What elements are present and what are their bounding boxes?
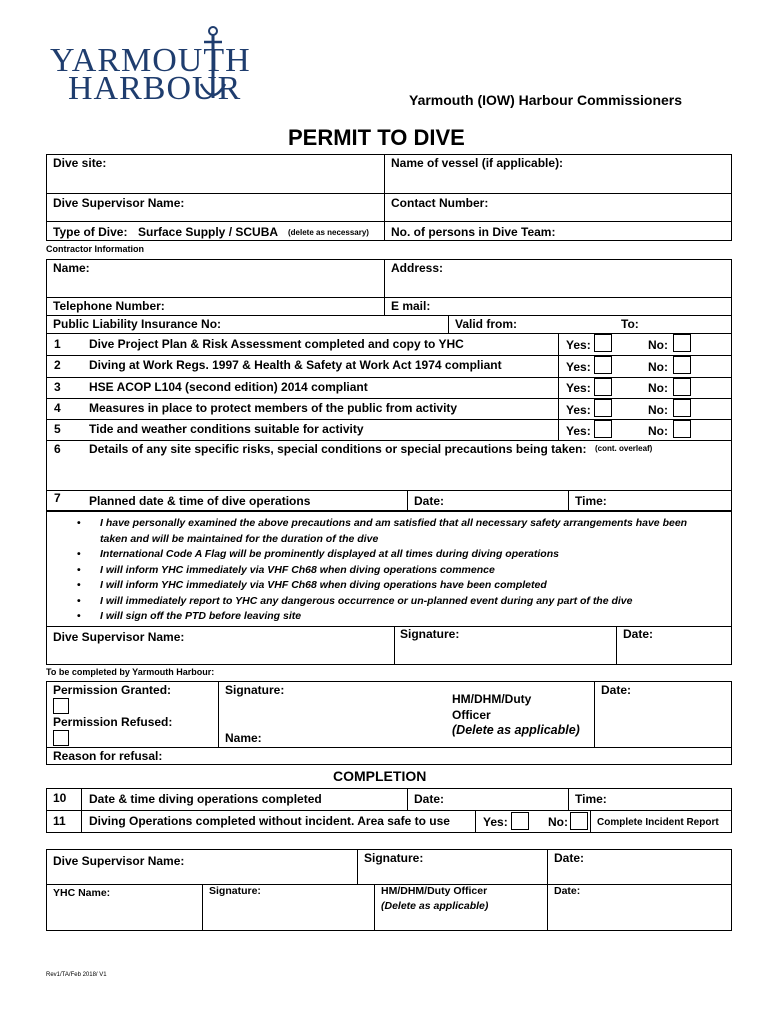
telephone-field[interactable]: Telephone Number:	[53, 299, 165, 313]
item-text: Diving at Work Regs. 1997 & Health & Safety at Work Act 1974 compliant	[89, 358, 502, 372]
supervisor-signature-field[interactable]: Signature:	[400, 627, 460, 641]
completed-time-field[interactable]: Time:	[575, 792, 607, 806]
item-number: 5	[54, 422, 61, 436]
final-supervisor-field[interactable]: Dive Supervisor Name:	[53, 854, 185, 868]
no-label: No:	[648, 360, 668, 374]
contact-number-field[interactable]: Contact Number:	[391, 196, 489, 210]
cont-overleaf-note: (cont. overleaf)	[595, 444, 653, 453]
yhc-officer-note: (Delete as applicable)	[381, 900, 489, 912]
area-safe-no-label: No:	[548, 815, 568, 829]
harbour-signature-field[interactable]: Signature:	[225, 683, 285, 697]
yhc-name-field[interactable]: YHC Name:	[53, 887, 111, 899]
permission-refused-label: Permission Refused:	[53, 715, 173, 729]
yes-label: Yes:	[566, 381, 591, 395]
email-field[interactable]: E mail:	[391, 299, 431, 313]
harbour-heading: To be completed by Yarmouth Harbour:	[46, 667, 215, 677]
no-label: No:	[648, 424, 668, 438]
declaration-item: • I will inform YHC immediately via VHF Ch68 when diving operations have been completed	[77, 579, 547, 591]
final-signature-field[interactable]: Signature:	[364, 851, 424, 865]
supervisor-date-field[interactable]: Date:	[623, 627, 654, 641]
dive-site-field[interactable]: Dive site:	[53, 156, 107, 170]
yes-checkbox[interactable]	[594, 378, 612, 396]
item-text: HSE ACOP L104 (second edition) 2014 compliant	[89, 380, 368, 394]
area-safe-yes-checkbox[interactable]	[511, 812, 529, 830]
item-10-number: 10	[53, 791, 67, 805]
declaration-item: • I have personally examined the above precautions and am satisfied that all necessary safety arrangements have been taken and will be maintained for the duration of the dive	[77, 517, 688, 545]
site-risks-field[interactable]: Details of any site specific risks, special conditions or special precautions being taken:	[89, 442, 587, 456]
no-checkbox[interactable]	[673, 356, 691, 374]
planned-date-field[interactable]: Date:	[414, 494, 445, 508]
contractor-address-field[interactable]: Address:	[391, 261, 444, 275]
no-label: No:	[648, 381, 668, 395]
contractor-name-field[interactable]: Name:	[53, 261, 90, 275]
declaration-item: • I will immediately report to YHC any dangerous occurrence or un-planned event during any part of the dive	[77, 594, 633, 607]
item-text: Dive Project Plan & Risk Assessment completed and copy to YHC	[89, 337, 464, 351]
dive-supervisor-field[interactable]: Dive Supervisor Name:	[53, 196, 185, 210]
valid-from-field[interactable]: Valid from:	[455, 317, 518, 331]
supervisor-name-field[interactable]: Dive Supervisor Name:	[53, 630, 185, 644]
completion-heading: COMPLETION	[333, 768, 427, 784]
yes-label: Yes:	[566, 403, 591, 417]
dive-type-note: (delete as necessary)	[288, 228, 369, 237]
no-checkbox[interactable]	[673, 420, 691, 438]
yes-label: Yes:	[566, 424, 591, 438]
permission-granted-label: Permission Granted:	[53, 683, 172, 697]
harbour-officer-role: HM/DHM/Duty Officer	[452, 692, 532, 722]
final-date-field[interactable]: Date:	[554, 851, 585, 865]
item-number: 3	[54, 380, 61, 394]
yes-checkbox[interactable]	[594, 399, 612, 417]
vessel-name-field[interactable]: Name of vessel (if applicable):	[391, 156, 564, 170]
refusal-reason-field[interactable]: Reason for refusal:	[53, 749, 163, 763]
dive-team-count-field[interactable]: No. of persons in Dive Team:	[391, 225, 556, 239]
item-number: 2	[54, 358, 61, 372]
page-title: PERMIT TO DIVE	[288, 125, 465, 150]
yhc-officer-role: HM/DHM/Duty Officer	[381, 885, 488, 897]
no-checkbox[interactable]	[673, 399, 691, 417]
item-7-number: 7	[54, 491, 61, 505]
declaration-item: • I will sign off the PTD before leaving site	[77, 610, 302, 622]
yhc-signature-field[interactable]: Signature:	[209, 885, 261, 897]
yes-label: Yes:	[566, 360, 591, 374]
contractor-table	[46, 259, 732, 491]
no-label: No:	[648, 403, 668, 417]
no-checkbox[interactable]	[673, 334, 691, 352]
organisation-name: Yarmouth (IOW) Harbour Commissioners	[409, 92, 683, 108]
harbour-logo	[46, 26, 261, 108]
revision-footer: Rev1/TA/Feb 2018/ V1	[46, 972, 107, 978]
area-safe-label: Diving Operations completed without incident. Area safe to use	[89, 814, 450, 828]
logo-line-2: HARBOUR	[68, 70, 242, 107]
yes-checkbox[interactable]	[594, 356, 612, 374]
item-text: Measures in place to protect members of the public from activity	[89, 401, 458, 415]
area-safe-no-checkbox[interactable]	[570, 812, 588, 830]
logo-line-1: YARMOUTH	[50, 42, 251, 79]
harbour-name-field[interactable]: Name:	[225, 731, 262, 745]
yes-checkbox[interactable]	[594, 420, 612, 438]
declaration-item: • I will inform YHC immediately via VHF Ch68 when diving operations commence	[77, 563, 495, 576]
dive-type-label: Type of Dive:	[53, 225, 128, 239]
planned-time-field[interactable]: Time:	[575, 494, 607, 508]
incident-report-label: Complete Incident Report	[597, 817, 719, 828]
declaration-item: • International Code A Flag will be prominently displayed at all times during diving operations	[77, 548, 559, 560]
declaration-list	[77, 516, 710, 625]
permission-granted-checkbox[interactable]	[53, 698, 69, 714]
anchor-icon	[198, 26, 228, 106]
yhc-date-field[interactable]: Date:	[554, 885, 581, 897]
area-safe-yes-label: Yes:	[483, 815, 508, 829]
dive-type-options[interactable]: Surface Supply / SCUBA	[138, 225, 279, 239]
completed-date-field[interactable]: Date:	[414, 792, 445, 806]
permission-refused-checkbox[interactable]	[53, 730, 69, 746]
contractor-heading: Contractor Information	[46, 244, 144, 254]
yes-label: Yes:	[566, 338, 591, 352]
completed-time-label: Date & time diving operations completed	[89, 792, 322, 806]
item-number: 4	[54, 401, 61, 415]
no-label: No:	[648, 338, 668, 352]
insurance-number-field[interactable]: Public Liability Insurance No:	[53, 317, 222, 331]
item-text: Tide and weather conditions suitable for activity	[89, 422, 364, 436]
item-11-number: 11	[53, 814, 66, 828]
planned-date-label: Planned date & time of dive operations	[89, 494, 311, 508]
harbour-officer-note: (Delete as applicable)	[452, 723, 580, 737]
yes-checkbox[interactable]	[594, 334, 612, 352]
harbour-date-field[interactable]: Date:	[601, 683, 632, 697]
item-number: 1	[54, 337, 61, 351]
item-6-number: 6	[54, 442, 61, 456]
no-checkbox[interactable]	[673, 378, 691, 396]
valid-to-field[interactable]: To:	[621, 317, 639, 331]
